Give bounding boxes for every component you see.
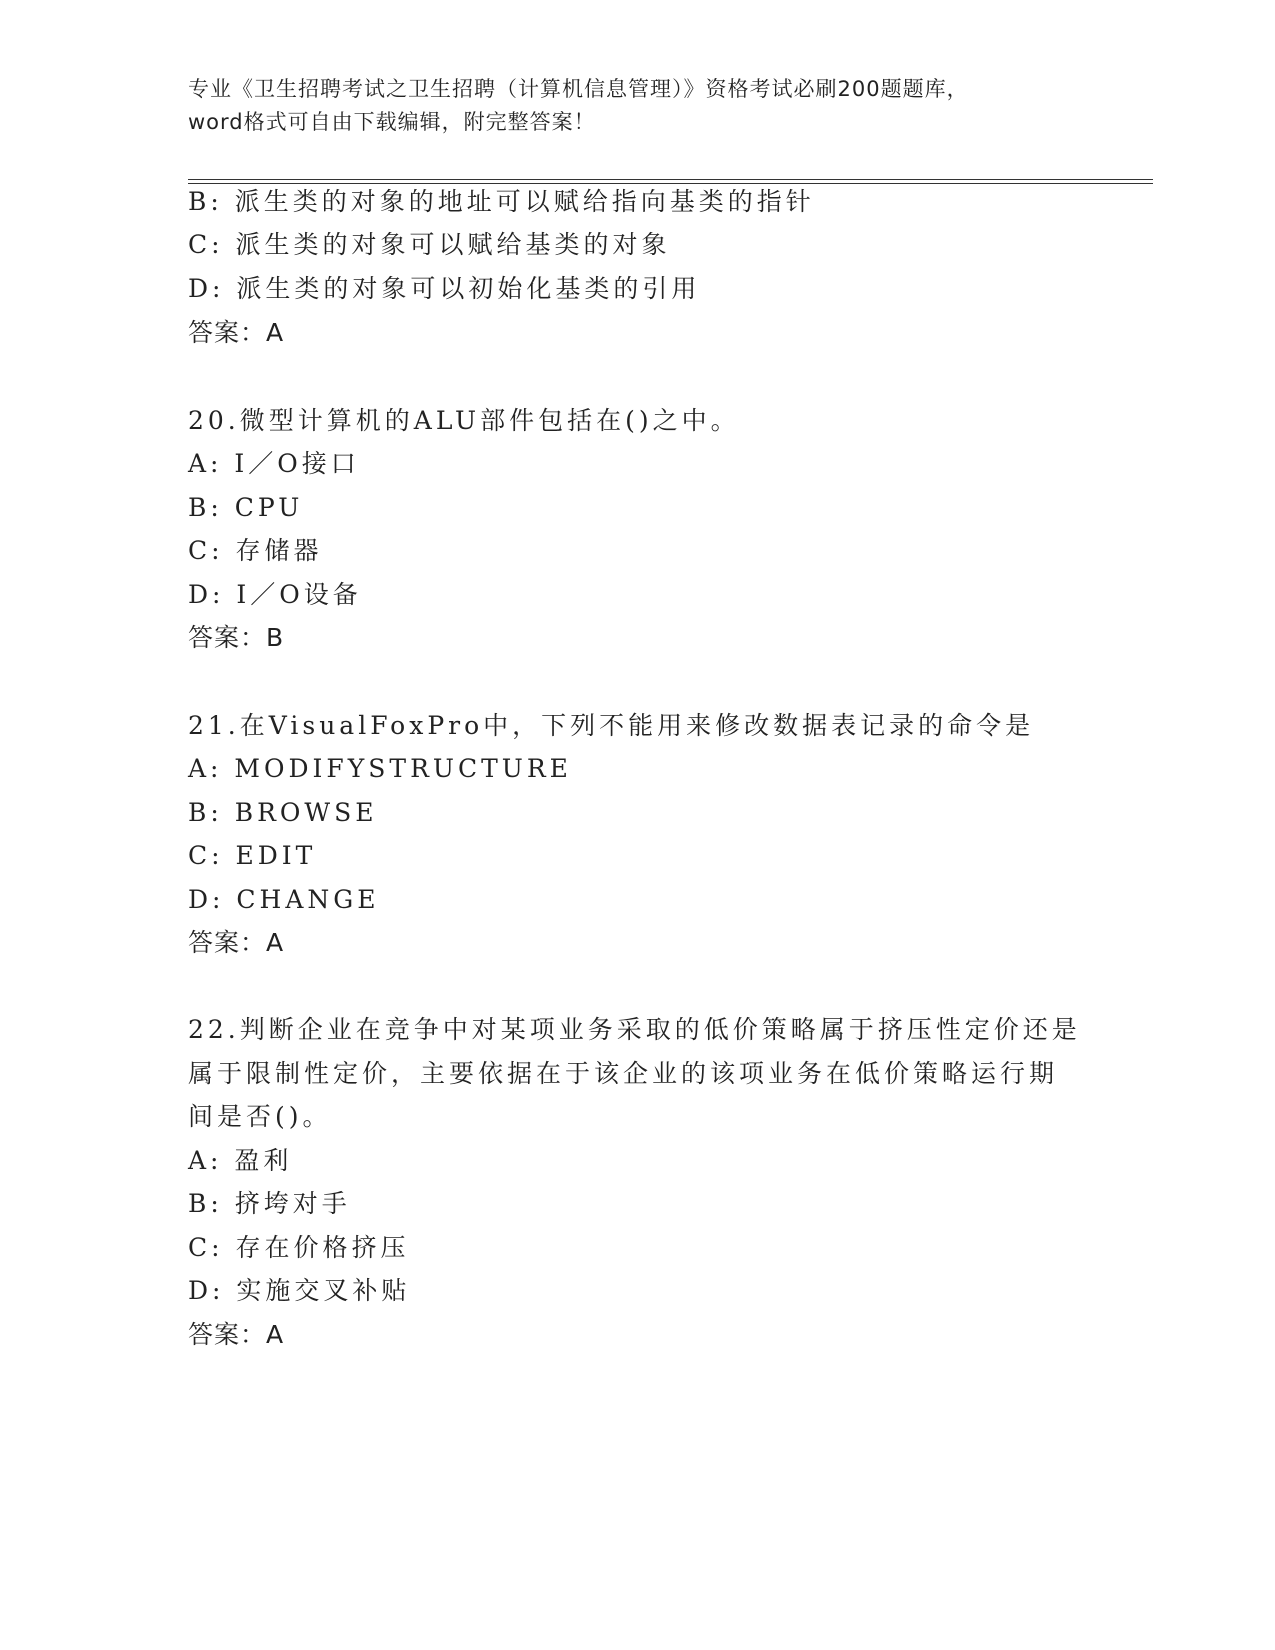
q20-option-a: A: I／O接口 bbox=[188, 449, 360, 478]
q22-option-d: D: 实施交叉补贴 bbox=[188, 1276, 411, 1305]
q19-option-b: B: 派生类的对象的地址可以赋给指向基类的指针 bbox=[188, 187, 815, 216]
q22-stem-line-2: 属于限制性定价，主要依据在于该企业的该项业务在低价策略运行期 bbox=[188, 1059, 1059, 1088]
q21-option-d: D: CHANGE bbox=[188, 885, 380, 914]
q20-answer: 答案：B bbox=[188, 623, 285, 652]
q20-option-d: D: I／O设备 bbox=[188, 580, 362, 609]
header-divider-top bbox=[188, 179, 1153, 180]
q22-stem-line-1: 22.判断企业在竞争中对某项业务采取的低价策略属于挤压性定价还是 bbox=[188, 1015, 1081, 1044]
q21-answer: 答案：A bbox=[188, 928, 285, 957]
q19-answer: 答案：A bbox=[188, 318, 285, 347]
q22-option-c: C: 存在价格挤压 bbox=[188, 1233, 410, 1262]
q20-option-b: B: CPU bbox=[188, 493, 304, 522]
q21-option-c: C: EDIT bbox=[188, 841, 317, 870]
q21-option-a: A: MODIFYSTRUCTURE bbox=[188, 754, 572, 783]
q20-stem: 20.微型计算机的ALU部件包括在()之中。 bbox=[188, 406, 740, 435]
q21-stem: 21.在VisualFoxPro中，下列不能用来修改数据表记录的命令是 bbox=[188, 711, 1035, 740]
q19-option-d: D: 派生类的对象可以初始化基类的引用 bbox=[188, 274, 701, 303]
q22-option-b: B: 挤垮对手 bbox=[188, 1189, 351, 1218]
q19-option-c: C: 派生类的对象可以赋给基类的对象 bbox=[188, 230, 671, 259]
document-title-line-2: word格式可自由下载编辑，附完整答案！ bbox=[188, 110, 596, 134]
q21-option-b: B: BROWSE bbox=[188, 798, 378, 827]
q22-option-a: A: 盈利 bbox=[188, 1146, 293, 1175]
q20-option-c: C: 存储器 bbox=[188, 536, 323, 565]
q22-answer: 答案：A bbox=[188, 1320, 285, 1349]
document-title-line-1: 专业《卫生招聘考试之卫生招聘（计算机信息管理）》资格考试必刷200题题库， bbox=[188, 77, 969, 101]
q22-stem-line-3: 间是否()。 bbox=[188, 1102, 332, 1131]
header-divider-bottom bbox=[188, 183, 1153, 184]
